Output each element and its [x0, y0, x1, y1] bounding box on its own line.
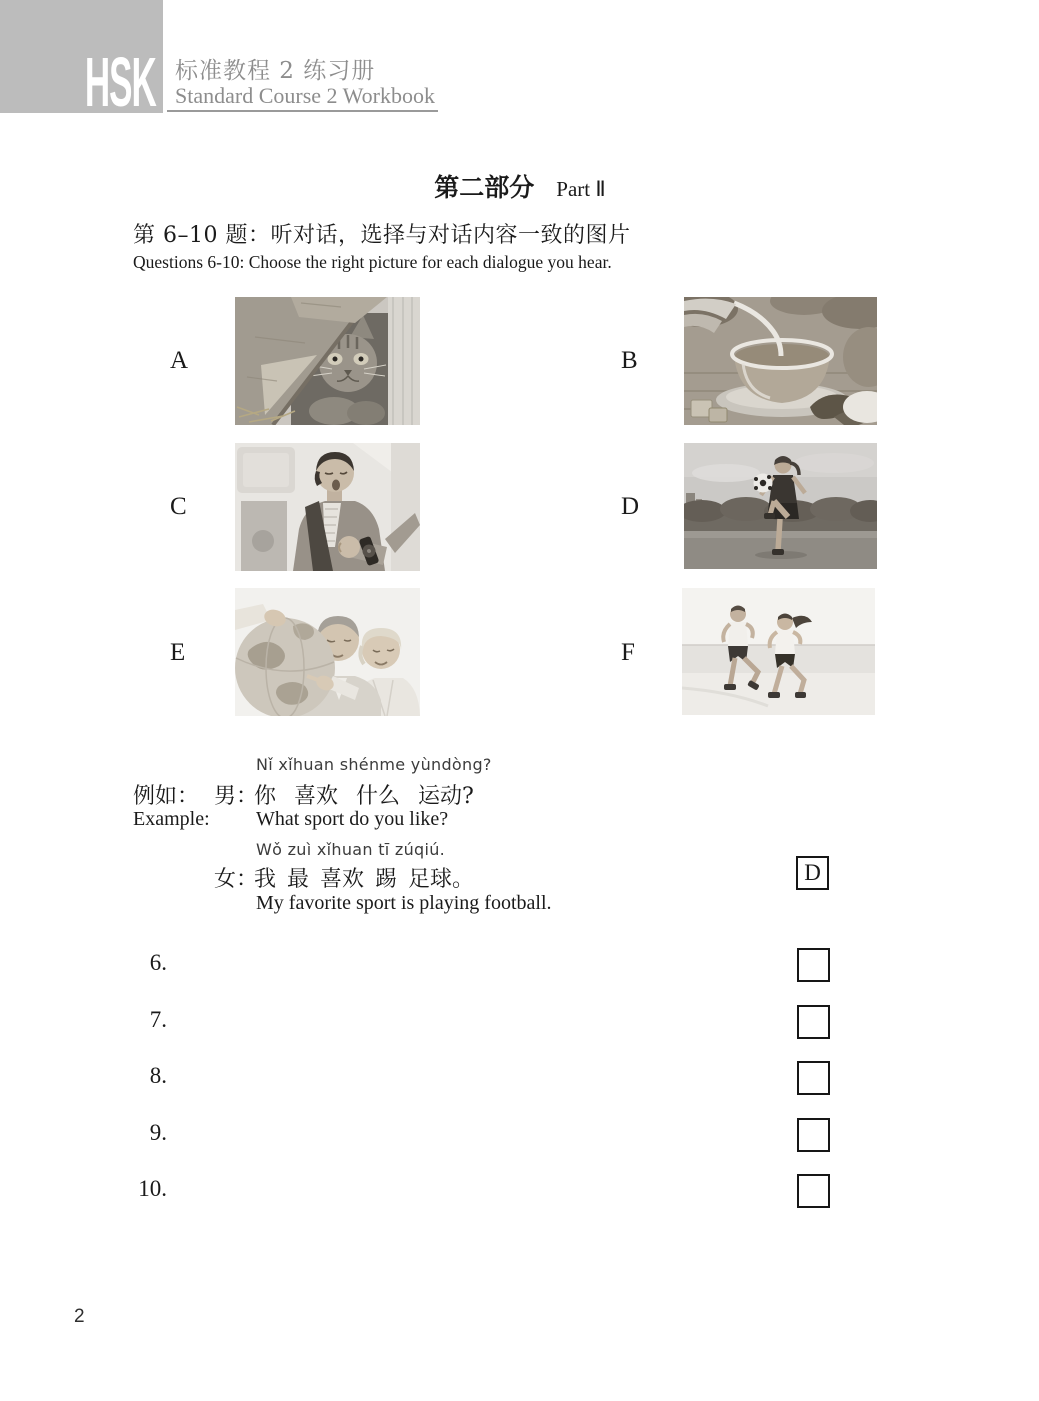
example-speaker-male: 男：: [214, 784, 259, 809]
example-speaker-female: 女：: [214, 867, 259, 892]
picture-label-a: A: [170, 347, 189, 374]
answer-box-7[interactable]: [797, 1005, 830, 1039]
series-title-zh: 标准教程 2 练习册: [175, 58, 376, 84]
tea-pouring-illustration: [684, 297, 877, 425]
question-number-8: 8.: [149, 1063, 167, 1088]
hsk-logo-text: HSK: [85, 43, 156, 122]
example-pinyin-male: Nǐ xǐhuan shénme yùndòng?: [256, 755, 492, 774]
woman-football-illustration: [684, 443, 877, 569]
picture-label-b: B: [621, 347, 638, 374]
beach-joggers-illustration: [682, 588, 875, 715]
man-checking-watch-illustration: [235, 443, 420, 571]
answer-box-6[interactable]: [797, 948, 830, 982]
picture-b: [684, 297, 877, 425]
example-hanzi-female: 我 最 喜欢 踢 足球。: [254, 867, 474, 892]
instruction-en: Questions 6-10: Choose the right picture for each dialogue you hear.: [133, 252, 612, 272]
example-label-zh: 例如：: [133, 784, 200, 809]
picture-c: [235, 443, 420, 571]
couple-globe-illustration: [235, 588, 420, 716]
header-underline: [167, 110, 438, 112]
picture-e: [235, 588, 420, 716]
picture-label-c: C: [170, 493, 187, 520]
cat-under-boards-illustration: [235, 297, 420, 425]
section-title: [20, 168, 1020, 204]
example-label-en: Example:: [133, 808, 210, 830]
answer-box-9[interactable]: [797, 1118, 830, 1152]
question-number-9: 9.: [149, 1120, 167, 1145]
hsk-logo-block: [0, 0, 163, 122]
answer-box-10[interactable]: [797, 1174, 830, 1208]
answer-box-8[interactable]: [797, 1061, 830, 1095]
example-answer-box: D: [796, 856, 829, 890]
picture-label-f: F: [621, 639, 635, 666]
example-pinyin-female: Wǒ zuì xǐhuan tī zúqiú.: [256, 840, 446, 859]
picture-f: [682, 588, 875, 715]
instruction-zh: 第 6–10 题：听对话，选择与对话内容一致的图片: [133, 223, 631, 248]
example-english-female: My favorite sport is playing football.: [256, 892, 552, 914]
question-number-10: 10.: [138, 1176, 167, 1201]
section-title-en: Part Ⅱ: [556, 177, 606, 201]
question-number-7: 7.: [149, 1007, 167, 1032]
question-number-6: 6.: [149, 950, 167, 975]
picture-label-e: E: [170, 639, 186, 666]
example-english-male: What sport do you like?: [256, 808, 449, 830]
picture-label-d: D: [621, 493, 640, 520]
series-title-en: Standard Course 2 Workbook: [175, 83, 435, 108]
picture-d: [684, 443, 877, 569]
section-title-zh: 第二部分: [434, 173, 535, 202]
picture-a: [235, 297, 420, 425]
page-number: 2: [74, 1306, 85, 1327]
example-hanzi-male: 你 喜欢 什么 运动?: [254, 784, 474, 809]
